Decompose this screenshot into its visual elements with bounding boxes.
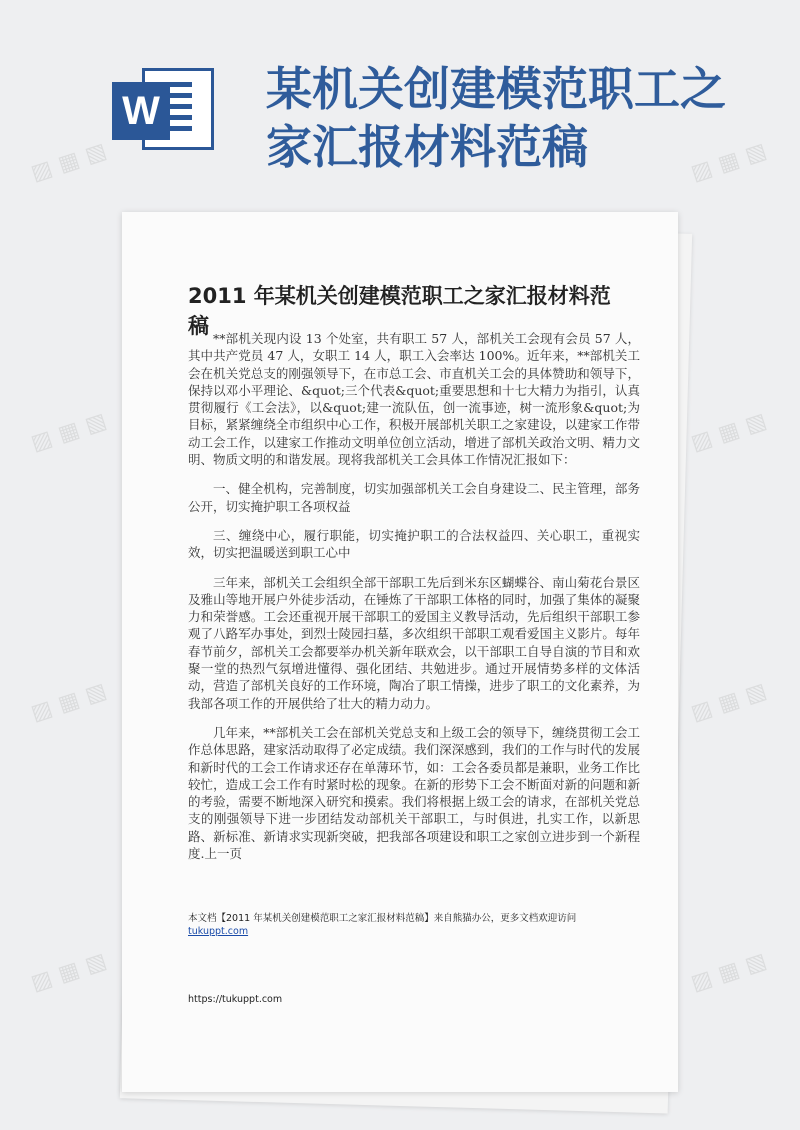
body-paragraph: 三、缠绕中心，履行职能，切实掩护职工的合法权益四、关心职工，重视实效，切实把温暖送到职工心中 <box>188 527 640 561</box>
watermark-mark: ▨ ▦ ▧ <box>688 678 770 727</box>
page-header <box>0 0 800 215</box>
watermark-mark: ▨ ▦ ▧ <box>688 948 770 997</box>
document-body <box>188 330 640 874</box>
watermark-mark: ▨ ▦ ▧ <box>688 138 770 187</box>
body-paragraph: **部机关现内设 13 个处室，共有职工 57 人，部机关工会现有会员 57 人，其中共产党员 47 人，女职工 14 人，职工入会率达 100%。近年来，**部机关工会在机关党总支的刚强领导下，在市总工会、市直机关工会的具体赞助和领导下，保持以邓小平理论、&quot;三个代表&quot;重要思想和十七大精力为指引，认真贯彻履行《工会法》，以&quot;建一流队伍，创一流事迹，树一流形象&quot;为目标，紧紧缠绕全市组织中心工作，积极开展部机关职工之家建设，以建家工作带动工会工作，以建家工作推动文明单位创立活动，增进了部机关政治文明、精力文明、物质文明的和谐发展。现将我部机关工会具体工作情况汇报如下： <box>188 331 640 468</box>
watermark-mark: ▨ ▦ ▧ <box>688 408 770 457</box>
word-document-icon <box>112 68 216 150</box>
document-title: 2011 年某机关创建模范职工之家汇报材料范稿 <box>188 284 611 338</box>
header-title: 某机关创建模范职工之家汇报材料范稿 <box>266 62 726 174</box>
watermark-mark: ▨ ▦ ▧ <box>28 408 110 457</box>
body-paragraph: 三年来，部机关工会组织全部干部职工先后到米东区蝴蝶谷、南山菊花台景区及雅山等地开展户外徒步活动，在锤炼了干部职工体格的同时，加强了集体的凝聚力和荣誉感。工会还重视开展干部职工的爱国主义教导活动，先后组织干部职工参观了八路军办事处，到烈士陵园扫墓，多次组织干部职工观看爱国主义影片。每年春节前夕，部机关工会都要举办机关新年联欢会，以干部职工自导自演的节目和欢聚一堂的热烈气氛增进懂得、强化团结、共勉进步。通过开展情势多样的文体活动，营造了部机关良好的工作环境，陶冶了职工情操，进步了职工的文化素养，为我部各项工作的开展供给了壮大的精力动力。 <box>188 574 640 711</box>
footer-note-text: 本文档【2011 年某机关创建模范职工之家汇报材料范稿】来自熊猫办公，更多文档欢迎访问 <box>188 913 577 924</box>
footer-note <box>188 912 640 938</box>
document-page <box>122 212 678 1092</box>
footer-url[interactable]: https://tukuppt.com <box>188 994 283 1005</box>
body-paragraph: 几年来，**部机关工会在部机关党总支和上级工会的领导下，缠绕贯彻工会工作总体思路，建家活动取得了必定成绩。我们深深感到，我们的工作与时代的发展和新时代的工会工作请求还存在单薄环节，如：工会各委员都是兼职，业务工作比较忙，造成工会工作有时紧时松的现象。在新的形势下工会不断面对新的问题和新的考验，需要不断地深入研究和摸索。我们将根据上级工会的请求，在部机关党总支的刚强领导下进一步团结发动部机关干部职工，与时俱进，扎实工作，以新思路、新标准、新请求实现新突破，把我部各项建设和职工之家创立进步到一个新程度.上一页 <box>188 724 640 862</box>
watermark-mark: ▨ ▦ ▧ <box>28 138 110 187</box>
word-logo-letter: W <box>112 82 170 140</box>
watermark-mark: ▨ ▦ ▧ <box>28 678 110 727</box>
watermark-mark: ▨ ▦ ▧ <box>28 948 110 997</box>
footer-source-link[interactable]: tukuppt.com <box>188 926 249 937</box>
body-paragraph: 一、健全机构，完善制度，切实加强部机关工会自身建设二、民主管理，部务公开，切实掩护职工各项权益 <box>188 481 640 514</box>
